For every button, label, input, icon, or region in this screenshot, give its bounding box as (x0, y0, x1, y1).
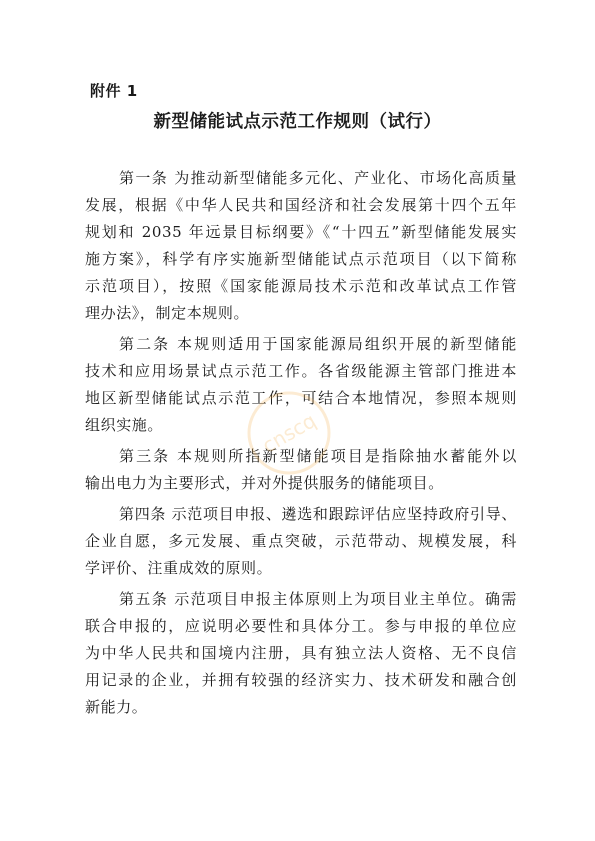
paragraph-line: 用记录的企业，并拥有较强的经济实力、技术研发和融合创 (85, 671, 517, 689)
paragraph-line: 技术和应用场景试点示范工作。各省级能源主管部门推进本 (85, 362, 517, 380)
article-1-paragraph (85, 165, 517, 327)
paragraph-line: 理办法》，制定本规则。 (85, 304, 250, 322)
paragraph-line: 第一条 为推动新型储能多元化、产业化、市场化高质量 (119, 169, 517, 187)
attachment-label: 附件 1 (90, 82, 138, 100)
article-2-paragraph (85, 331, 517, 439)
article-3-paragraph (85, 443, 517, 497)
paragraph-line: 学评价、注重成效的原则。 (85, 559, 273, 577)
document-title: 新型储能试点示范工作规则（试行） (153, 112, 442, 132)
paragraph-line: 示范项目），按照《国家能源局技术示范和改革试点工作管 (85, 277, 517, 295)
paragraph-line: 规划和 2035 年远景目标纲要》《“十四五”新型储能发展实 (85, 223, 517, 241)
paragraph-line: 施方案》，科学有序实施新型储能试点示范项目（以下简称 (85, 250, 517, 268)
paragraph-line: 地区新型储能试点示范工作，可结合本地情况，参照本规则 (85, 389, 517, 407)
paragraph-line: 新能力。 (85, 698, 148, 716)
paragraph-line: 第四条 示范项目申报、遴选和跟踪评估应坚持政府引导、 (119, 505, 517, 523)
document-body (85, 165, 517, 721)
paragraph-line: 组织实施。 (85, 416, 164, 434)
paragraph-line: 第五条 示范项目申报主体原则上为项目业主单位。确需 (119, 590, 517, 608)
paragraph-line: 第三条 本规则所指新型储能项目是指除抽水蓄能外以 (119, 447, 517, 465)
paragraph-line: 企业自愿，多元发展、重点突破，示范带动、规模发展，科 (85, 532, 517, 550)
article-5-paragraph (85, 586, 517, 721)
paragraph-line: 联合申报的，应说明必要性和具体分工。参与申报的单位应 (85, 617, 517, 635)
paragraph-line: 第二条 本规则适用于国家能源局组织开展的新型储能 (119, 335, 517, 353)
paragraph-line: 发展，根据《中华人民共和国经济和社会发展第十四个五年 (85, 196, 517, 214)
paragraph-line: 输出电力为主要形式，并对外提供服务的储能项目。 (85, 474, 444, 492)
paragraph-line: 为中华人民共和国境内注册，具有独立法人资格、无不良信 (85, 644, 517, 662)
watermark-text: cnscq (257, 408, 321, 458)
article-4-paragraph (85, 501, 517, 582)
